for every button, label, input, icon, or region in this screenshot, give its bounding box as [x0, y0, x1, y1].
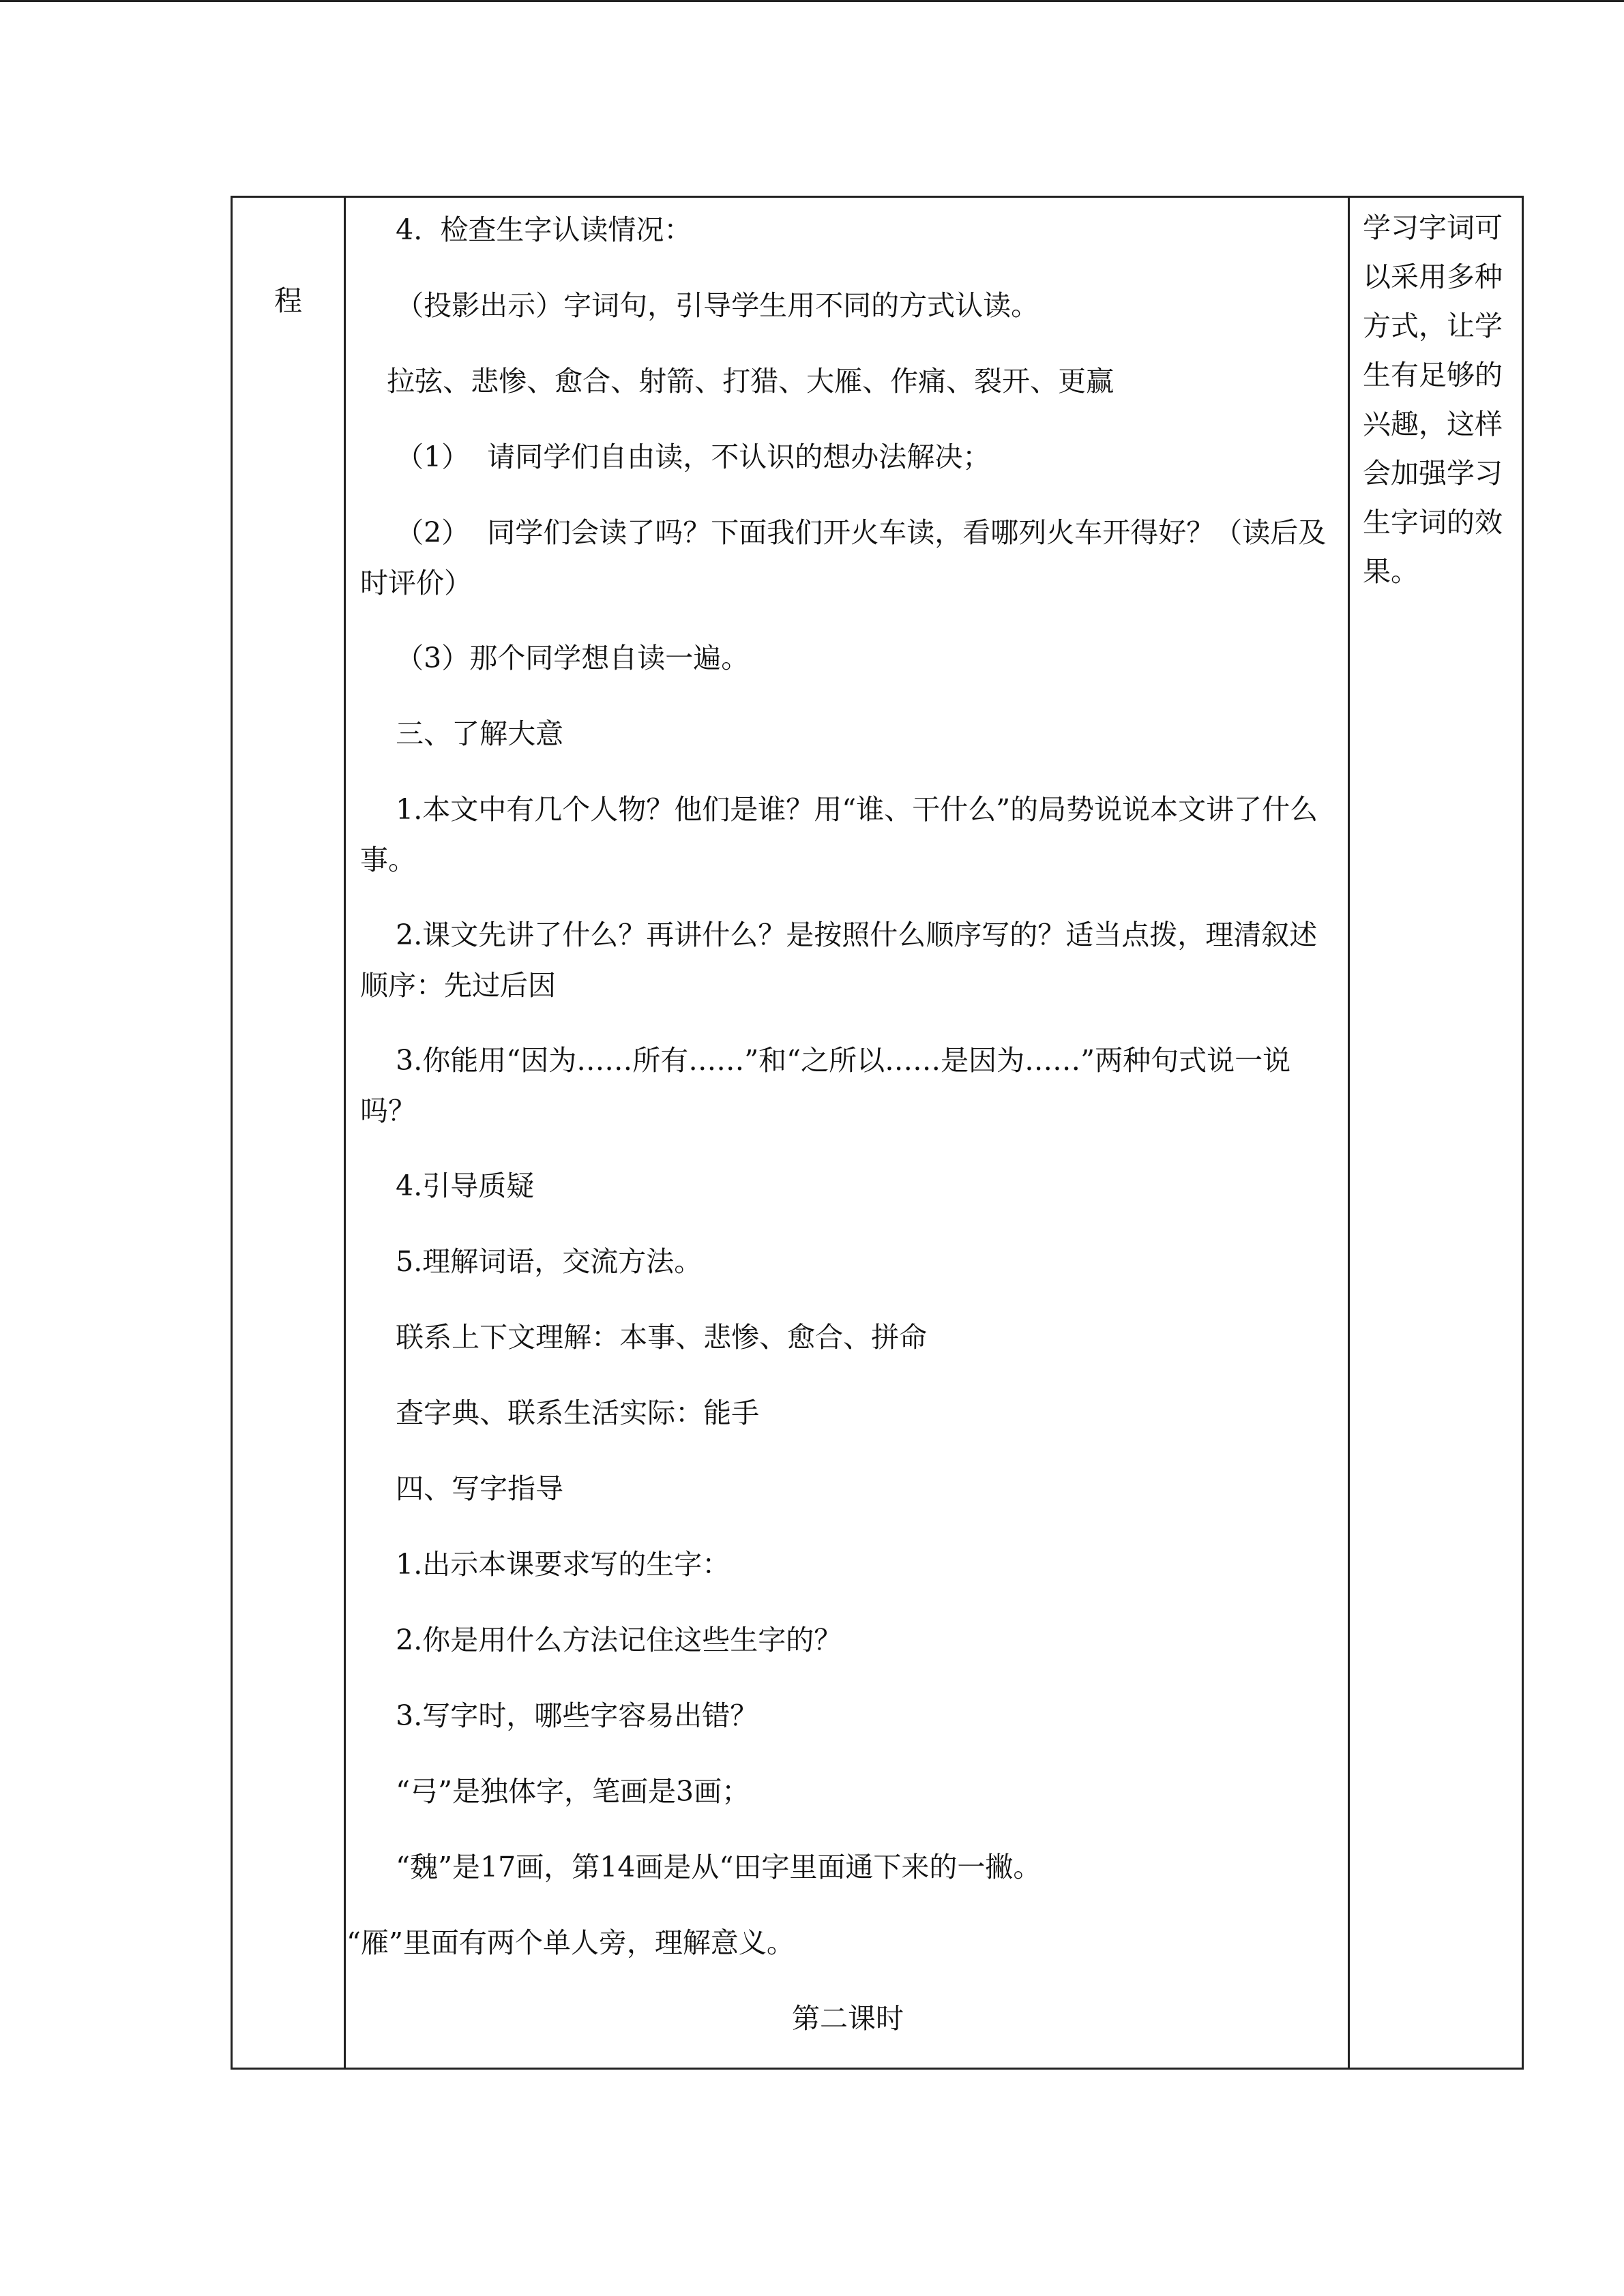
- paragraph: “弓”是独体字，笔画是3画；: [360, 1775, 750, 1808]
- paragraph: 查字典、联系生活实际：能手: [360, 1397, 760, 1429]
- paragraph: “魏”是17画，第14画是从“田字里面通下来的一撇。: [360, 1851, 1042, 1883]
- paragraph: 1.本文中有几个人物？他们是谁？用“谁、干什么”的局势说说本文讲了什么事。: [360, 793, 1318, 876]
- lesson-period-heading: 第二课时: [792, 2002, 904, 2035]
- teaching-note: 学习字词可以采用多种方式，让学生有足够的兴趣，这样会加强学习生字词的效果。: [1363, 211, 1503, 588]
- paragraph: “雁”里面有两个单人旁，理解意义。: [346, 1926, 795, 1959]
- lesson-table: [231, 196, 1524, 2070]
- paragraph: 4.引导质疑: [360, 1169, 535, 1202]
- paragraph: 3.写字时，哪些字容易出错？: [360, 1699, 758, 1732]
- paragraph: （1） 请同学们自由读，不认识的想办法解决；: [360, 441, 991, 473]
- paragraph: 2.课文先讲了什么？再讲什么？是按照什么顺序写的？适当点拨，理清叙述顺序：先过后因: [360, 919, 1318, 1002]
- row-label: 程: [274, 284, 302, 317]
- paragraph: （2） 同学们会读了吗？下面我们开火车读，看哪列火车开得好？（读后及时评价）: [360, 516, 1327, 599]
- column-divider-right: [1348, 198, 1350, 2068]
- paragraph: 2.你是用什么方法记住这些生字的？: [360, 1624, 842, 1656]
- paragraph: 1.出示本课要求写的生字：: [360, 1548, 730, 1581]
- section-heading: 四、写字指导: [360, 1472, 564, 1505]
- paragraph: 联系上下文理解：本事、悲惨、愈合、拼命: [360, 1321, 928, 1354]
- paragraph: 4. 检查生字认读情况：: [360, 213, 692, 246]
- paragraph: 3.你能用“因为……所有……”和“之所以……是因为……”两种句式说一说吗？: [360, 1044, 1291, 1127]
- paragraph: 5.理解词语，交流方法。: [360, 1245, 703, 1278]
- page-top-rule: [0, 0, 1624, 2]
- paragraph: （投影出示）字词句，引导学生用不同的方式认读。: [360, 289, 1039, 322]
- paragraph: （3）那个同学想自读一遍。: [360, 642, 750, 674]
- column-divider-left: [344, 198, 346, 2068]
- section-heading: 三、了解大意: [360, 717, 564, 750]
- paragraph: 拉弦、悲惨、愈合、射箭、打猎、大雁、作痛、裂开、更赢: [360, 365, 1114, 398]
